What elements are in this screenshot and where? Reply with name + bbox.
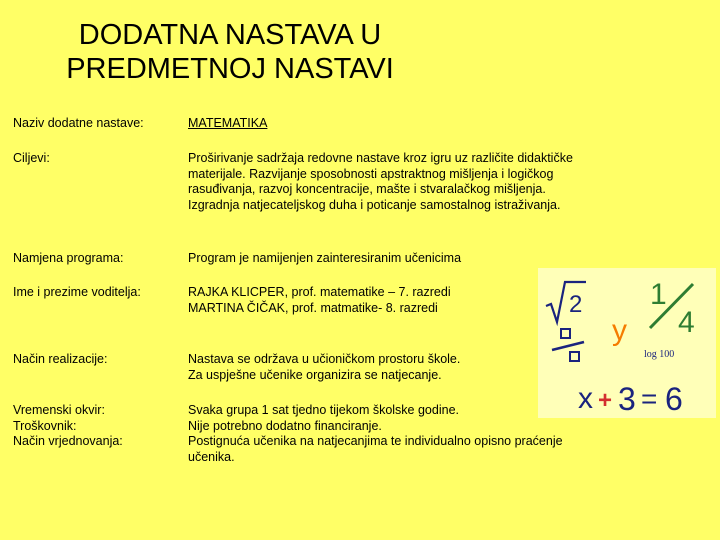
label-realization	[13, 352, 178, 368]
label-line: Ciljevi:	[13, 151, 50, 165]
goals-line-3: rasuđivanja, razvoj koncentracije, mašte i stvaralačkog mišljenja.	[188, 182, 546, 196]
label-leaders	[13, 285, 178, 301]
sqrt-digit: 2	[569, 291, 583, 318]
equation-plus: +	[598, 387, 613, 414]
equation-six: 6	[665, 381, 683, 417]
log-label: log 100	[644, 349, 675, 360]
math-illustration	[538, 268, 716, 418]
equation-three: 3	[618, 381, 636, 417]
goals-line-1: Proširivanje sadržaja redovne nastave kroz igru uz različite didaktičke	[188, 151, 573, 165]
evaluation-line-2: učenika.	[188, 449, 235, 464]
realization-line-1: Nastava se održava u učioničkom prostoru škole.	[188, 352, 461, 366]
label-timeframe: Vremenski okvir:	[13, 403, 105, 417]
label-line: Naziv dodatne nastave:	[13, 116, 144, 130]
goals-line-4: Izgradnja natjecateljskog duha i poticanje samostalnog istraživanja.	[188, 197, 561, 212]
costs-text: Nije potrebno dodatno financiranje.	[188, 418, 382, 433]
fraction-denominator: 4	[678, 306, 695, 339]
variable-y: y	[612, 314, 627, 347]
value-course-name	[188, 116, 628, 132]
label-timeframe-group	[13, 403, 178, 450]
fraction-numerator: 1	[650, 278, 667, 311]
leader-1: RAJKA KLICPER, prof. matematike – 7. razredi	[188, 285, 451, 299]
label-purpose	[13, 251, 178, 267]
percent-dot-top	[561, 329, 570, 338]
label-line: Namjena programa:	[13, 251, 124, 265]
equation-x: x	[578, 382, 593, 415]
purpose-text: Program je namijenjen zainteresiranim učenicima	[188, 251, 462, 265]
label-line: Način realizacije:	[13, 352, 108, 366]
leader-2: MARTINA ČIČAK, prof. matmatike- 8. razredi	[188, 300, 438, 315]
realization-line-2: Za uspješne učenike organizira se natjecanje.	[188, 367, 442, 382]
label-costs: Troškovnik:	[13, 418, 77, 433]
equation-equals: =	[641, 383, 658, 414]
title-line-1: DODATNA NASTAVA U	[78, 19, 382, 51]
evaluation-line-1: Postignuća učenika na natjecanjima te individualno opisno praćenje	[188, 434, 563, 448]
percent-slash	[552, 342, 584, 350]
value-goals	[188, 151, 628, 213]
course-name-text: MATEMATIKA	[188, 116, 268, 130]
value-realization	[188, 352, 538, 383]
label-goals	[13, 151, 178, 167]
percent-dot-bottom	[570, 352, 579, 361]
page-title	[0, 18, 460, 86]
title-line-2: PREDMETNOJ NASTAVI	[66, 53, 394, 85]
goals-line-2: materijale. Razvijanje sposobnosti apstraktnog mišljenja i logičkog	[188, 166, 554, 181]
value-purpose	[188, 251, 628, 267]
timeframe-text: Svaka grupa 1 sat tjedno tijekom školske godine.	[188, 403, 459, 417]
label-course-name	[13, 116, 178, 132]
math-illustration-svg	[538, 268, 716, 418]
value-leaders	[188, 285, 538, 316]
label-evaluation: Način vrjednovanja:	[13, 434, 123, 448]
label-line: Ime i prezime voditelja:	[13, 285, 141, 299]
